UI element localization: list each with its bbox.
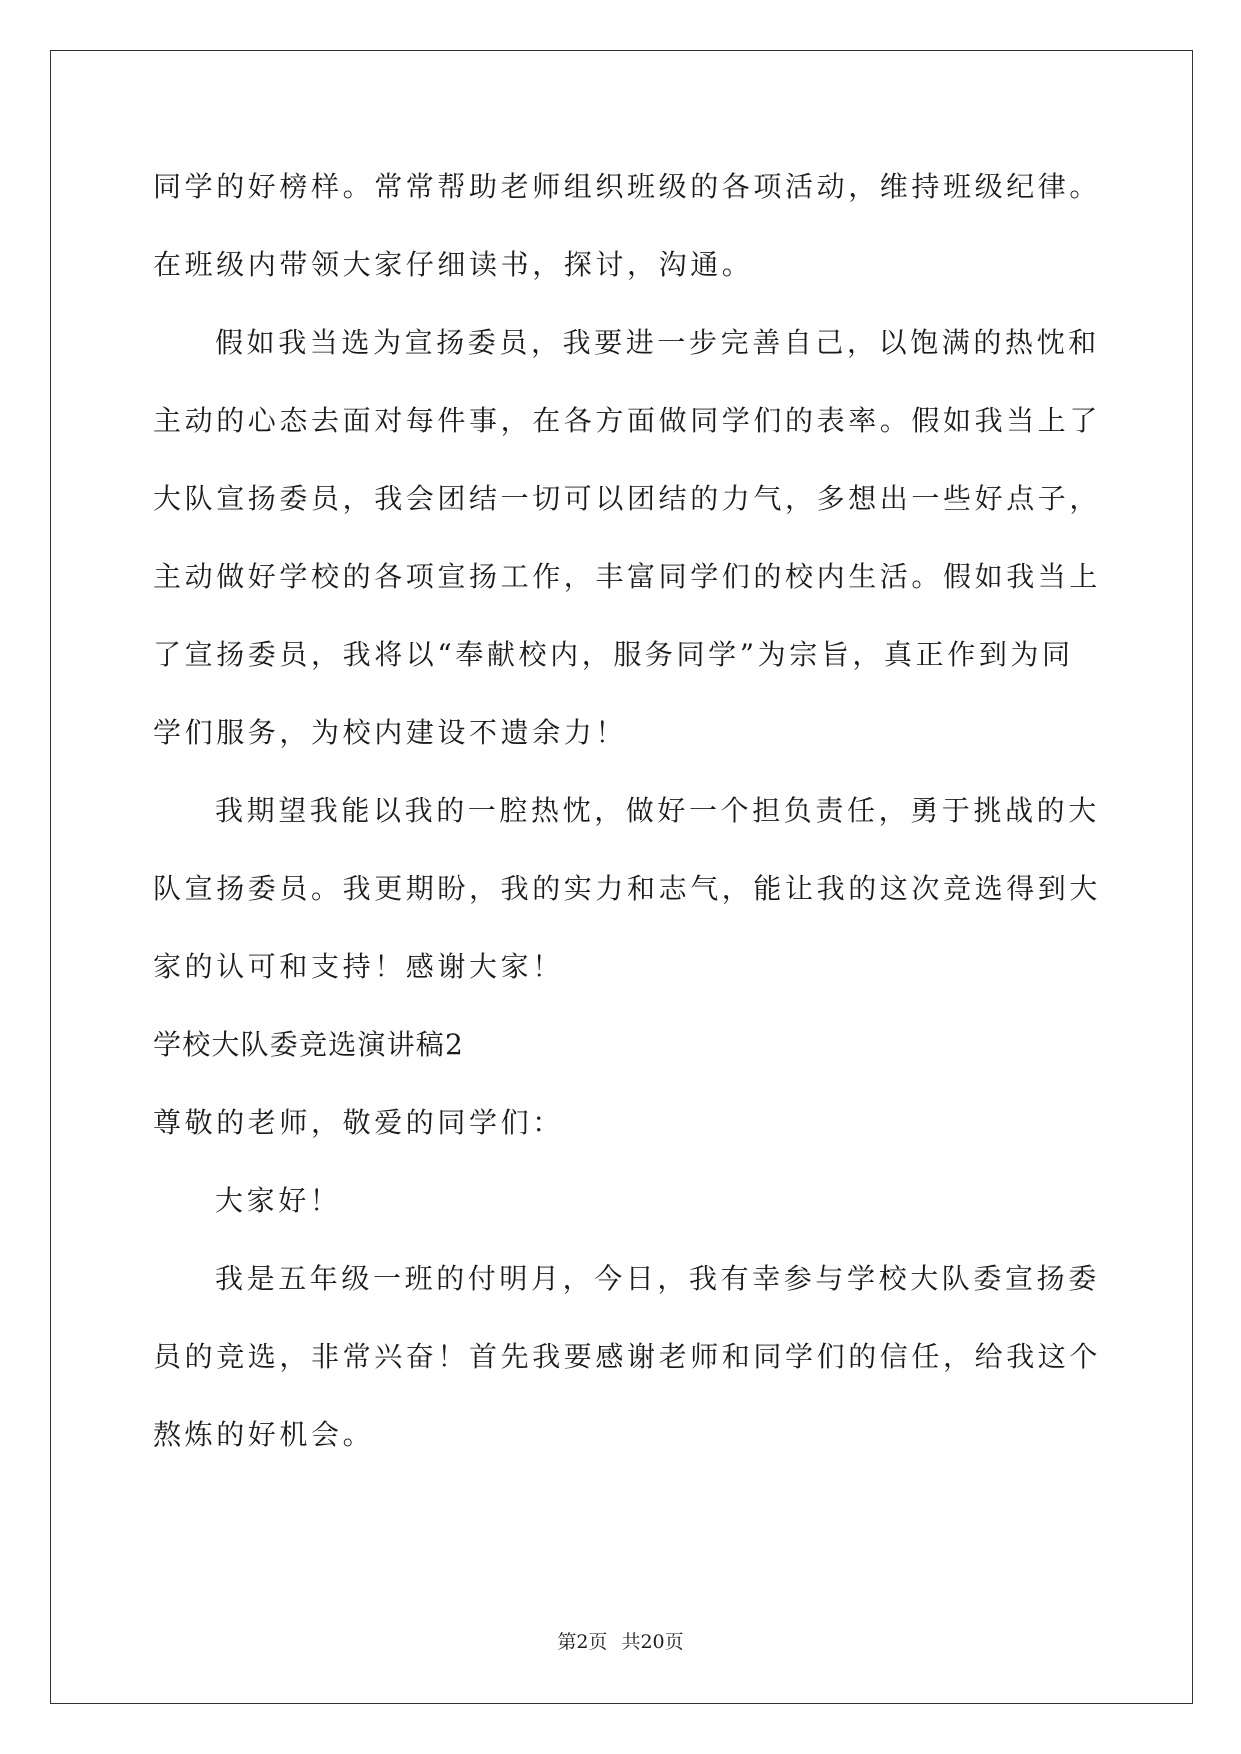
paragraph-line: 队宣扬委员。我更期盼，我的实力和志气，能让我的这次竞选得到大 xyxy=(153,872,1102,905)
paragraph-line: 在班级内带领大家仔细读书，探讨，沟通。 xyxy=(153,248,754,281)
paragraph-line: 主动做好学校的各项宣扬工作，丰富同学们的校内生活。假如我当上 xyxy=(153,560,1102,593)
paragraph-line: 了宣扬委员，我将以“奉献校内，服务同学”为宗旨，真正作到为同 xyxy=(153,638,1074,671)
page-footer xyxy=(0,1627,1241,1654)
document-body xyxy=(153,164,1102,1490)
paragraph-line: 我是五年级一班的付明月，今日，我有幸参与学校大队委宣扬委 xyxy=(215,1262,1100,1295)
paragraph-line: 熬炼的好机会。 xyxy=(153,1418,375,1451)
greeting-line: 大家好！ xyxy=(215,1184,342,1217)
paragraph-line: 学们服务，为校内建设不遗余力！ xyxy=(153,716,628,749)
salutation-line: 尊敬的老师，敬爱的同学们： xyxy=(153,1106,564,1139)
paragraph-line: 家的认可和支持！感谢大家！ xyxy=(153,950,564,983)
paragraph-line: 假如我当选为宣扬委员，我要进一步完善自己，以饱满的热忱和 xyxy=(215,326,1100,359)
paragraph-line: 大队宣扬委员，我会团结一切可以团结的力气，多想出一些好点子， xyxy=(153,482,1102,515)
page-number: 第2页 xyxy=(557,1631,608,1653)
paragraph-line: 主动的心态去面对每件事，在各方面做同学们的表率。假如我当上了 xyxy=(153,404,1102,437)
paragraph-line: 同学的好榜样。常常帮助老师组织班级的各项活动，维持班级纪律。 xyxy=(153,170,1102,203)
page-total: 共20页 xyxy=(621,1631,684,1653)
paragraph-line: 我期望我能以我的一腔热忱，做好一个担负责任，勇于挑战的大 xyxy=(215,794,1100,827)
section-heading: 学校大队委竞选演讲稿2 xyxy=(153,1028,465,1061)
paragraph-line: 员的竞选，非常兴奋！首先我要感谢老师和同学们的信任，给我这个 xyxy=(153,1340,1102,1373)
